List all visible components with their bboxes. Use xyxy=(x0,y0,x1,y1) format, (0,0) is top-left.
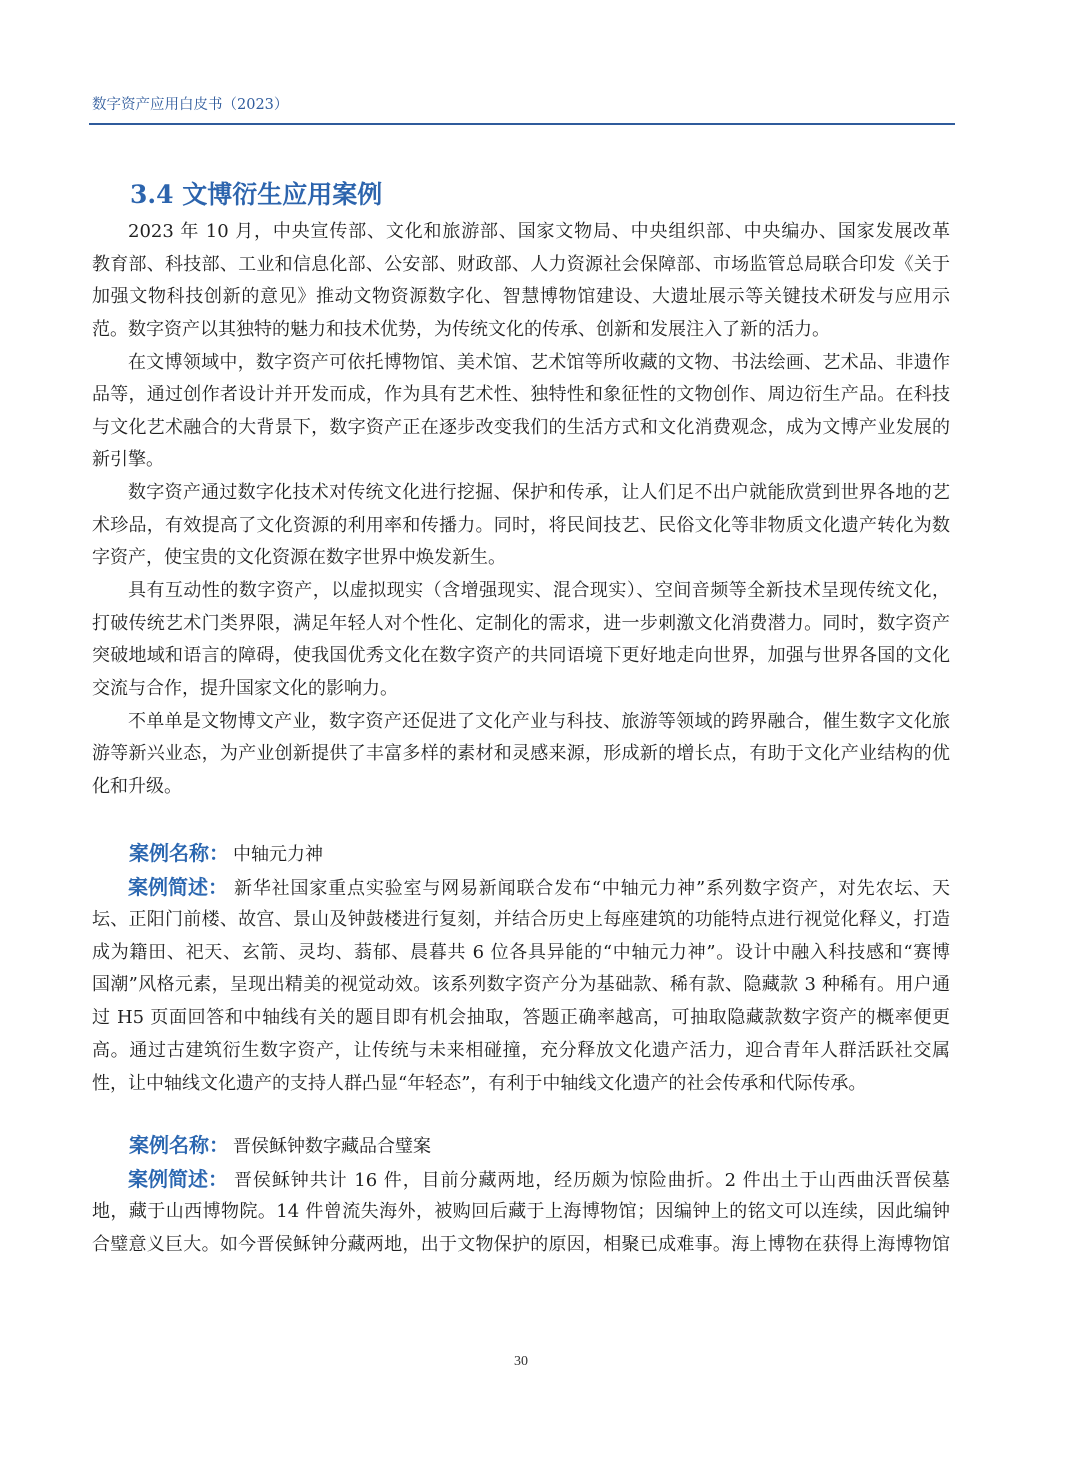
case-block xyxy=(92,835,950,1101)
paragraph-line: 交流与合作，提升国家文化的影响力。 xyxy=(92,677,398,699)
paragraph-line: 与文化艺术融合的大背景下，数字资产正在逐步改变我们的生活方式和文化消费观念，成为文博产业发展的 xyxy=(92,416,950,438)
paragraph-line: 具有互动性的数字资产，以虚拟现实（含增强现实、混合现实）、空间音频等全新技术呈现传统文化， xyxy=(128,580,950,602)
paragraph-line: 范。数字资产以其独特的魅力和技术优势，为传统文化的传承、创新和发展注入了新的活力。 xyxy=(92,318,830,340)
case-brief-label: 案例简述： xyxy=(128,875,228,899)
case-name-row xyxy=(92,1127,950,1163)
case-brief-line: 坛、正阳门前楼、故宫、景山及钟鼓楼进行复刻，并结合历史上每座建筑的功能特点进行视觉化释义，打造 xyxy=(92,908,950,930)
paragraph-line: 数字资产通过数字化技术对传统文化进行挖掘、保护和传承，让人们足不出户就能欣赏到世界各地的艺 xyxy=(128,482,950,504)
case-brief-label: 案例简述： xyxy=(128,1167,228,1191)
case-name-label: 案例名称： xyxy=(129,1133,229,1157)
case-brief-line: 合璧意义巨大。如今晋侯稣钟分藏两地，出于文物保护的原因，相聚已成难事。海上博物在获得上海博物馆 xyxy=(92,1233,950,1255)
case-block xyxy=(92,1127,950,1261)
paragraph-line: 加强文物科技创新的意见》推动文物资源数字化、智慧博物馆建设、大遗址展示等关键技术研发与应用示 xyxy=(92,286,950,308)
paragraph xyxy=(92,347,950,478)
case-brief-row xyxy=(92,1163,950,1196)
paragraph xyxy=(92,477,950,575)
paragraph-line: 游等新兴业态，为产业创新提供了丰富多样的素材和灵感来源，形成新的增长点，有助于文化产业结构的优 xyxy=(92,743,950,765)
case-brief-line: 高。通过古建筑衍生数字资产，让传统与未来相碰撞，充分释放文化遗产活力，迎合青年人群活跃社交属 xyxy=(92,1039,950,1061)
paragraph-line: 在文博领域中，数字资产可依托博物馆、美术馆、艺术馆等所收藏的文物、书法绘画、艺术品、非遗作 xyxy=(128,351,950,373)
case-name: 中轴元力神 xyxy=(233,844,323,865)
case-name-label: 案例名称： xyxy=(129,841,229,865)
paragraph xyxy=(92,575,950,706)
paragraph-line: 不单单是文物博文产业，数字资产还促进了文化产业与科技、旅游等领域的跨界融合，催生数字文化旅 xyxy=(128,710,950,732)
case-name: 晋侯稣钟数字藏品合璧案 xyxy=(233,1136,431,1157)
case-brief-row xyxy=(92,871,950,904)
case-brief-line: 过 H5 页面回答和中轴线有关的题目即有机会抽取，答题正确率越高，可抽取隐藏款数字资产的概率便更 xyxy=(92,1007,950,1029)
paragraph-line: 新引擎。 xyxy=(92,449,164,471)
case-brief-line: 新华社国家重点实验室与网易新闻联合发布“中轴元力神”系列数字资产，对先农坛、天 xyxy=(234,878,950,899)
case-name-row xyxy=(92,835,950,871)
paragraph xyxy=(92,216,950,347)
header-rule xyxy=(89,123,955,125)
paragraph xyxy=(92,706,950,804)
case-brief-line: 国潮”风格元素，呈现出精美的视觉动效。该系列数字资产分为基础款、稀有款、隐藏款 3 种稀有。用户通 xyxy=(92,974,950,996)
main-text xyxy=(92,216,950,804)
paragraph-line: 教育部、科技部、工业和信息化部、公安部、财政部、人力资源社会保障部、市场监管总局联合印发《关于 xyxy=(92,253,950,275)
case-brief-line: 晋侯稣钟共计 16 件，目前分藏两地，经历颇为惊险曲折。2 件出土于山西曲沃晋侯墓 xyxy=(234,1170,950,1191)
paragraph-line: 术珍品，有效提高了文化资源的利用率和传播力。同时，将民间技艺、民俗文化等非物质文化遗产转化为数 xyxy=(92,514,950,536)
paragraph-line: 字资产，使宝贵的文化资源在数字世界中焕发新生。 xyxy=(92,547,506,569)
paragraph-line: 化和升级。 xyxy=(92,775,182,797)
paragraph-line: 品等，通过创作者设计并开发而成，作为具有艺术性、独特性和象征性的文物创作、周边衍生产品。在科技 xyxy=(92,384,950,406)
header-title: 数字资产应用白皮书（2023） xyxy=(92,97,289,113)
case-brief-line: 地，藏于山西博物院。14 件曾流失海外，被购回后藏于上海博物馆；因编钟上的铭文可以连续，因此编钟 xyxy=(92,1200,950,1222)
case-brief-line: 成为籍田、祀天、玄箭、灵均、蓊郁、晨暮共 6 位各具异能的“中轴元力神”。设计中融入科技感和“赛博 xyxy=(92,941,950,963)
section-heading: 3.4 文博衍生应用案例 xyxy=(130,180,383,209)
paragraph-line: 2023 年 10 月，中央宣传部、文化和旅游部、国家文物局、中央组织部、中央编办、国家发展改革 xyxy=(128,221,950,242)
paragraph-line: 突破地域和语言的障碍，使我国优秀文化在数字资产的共同语境下更好地走向世界，加强与世界各国的文化 xyxy=(92,645,950,667)
page-number: 30 xyxy=(514,1354,528,1369)
paragraph-line: 打破传统艺术门类界限，满足年轻人对个性化、定制化的需求，进一步刺激文化消费潜力。同时，数字资产 xyxy=(92,612,950,634)
case-brief-line: 性，让中轴线文化遗产的支持人群凸显“年轻态”，有利于中轴线文化遗产的社会传承和代际传承。 xyxy=(92,1072,867,1094)
